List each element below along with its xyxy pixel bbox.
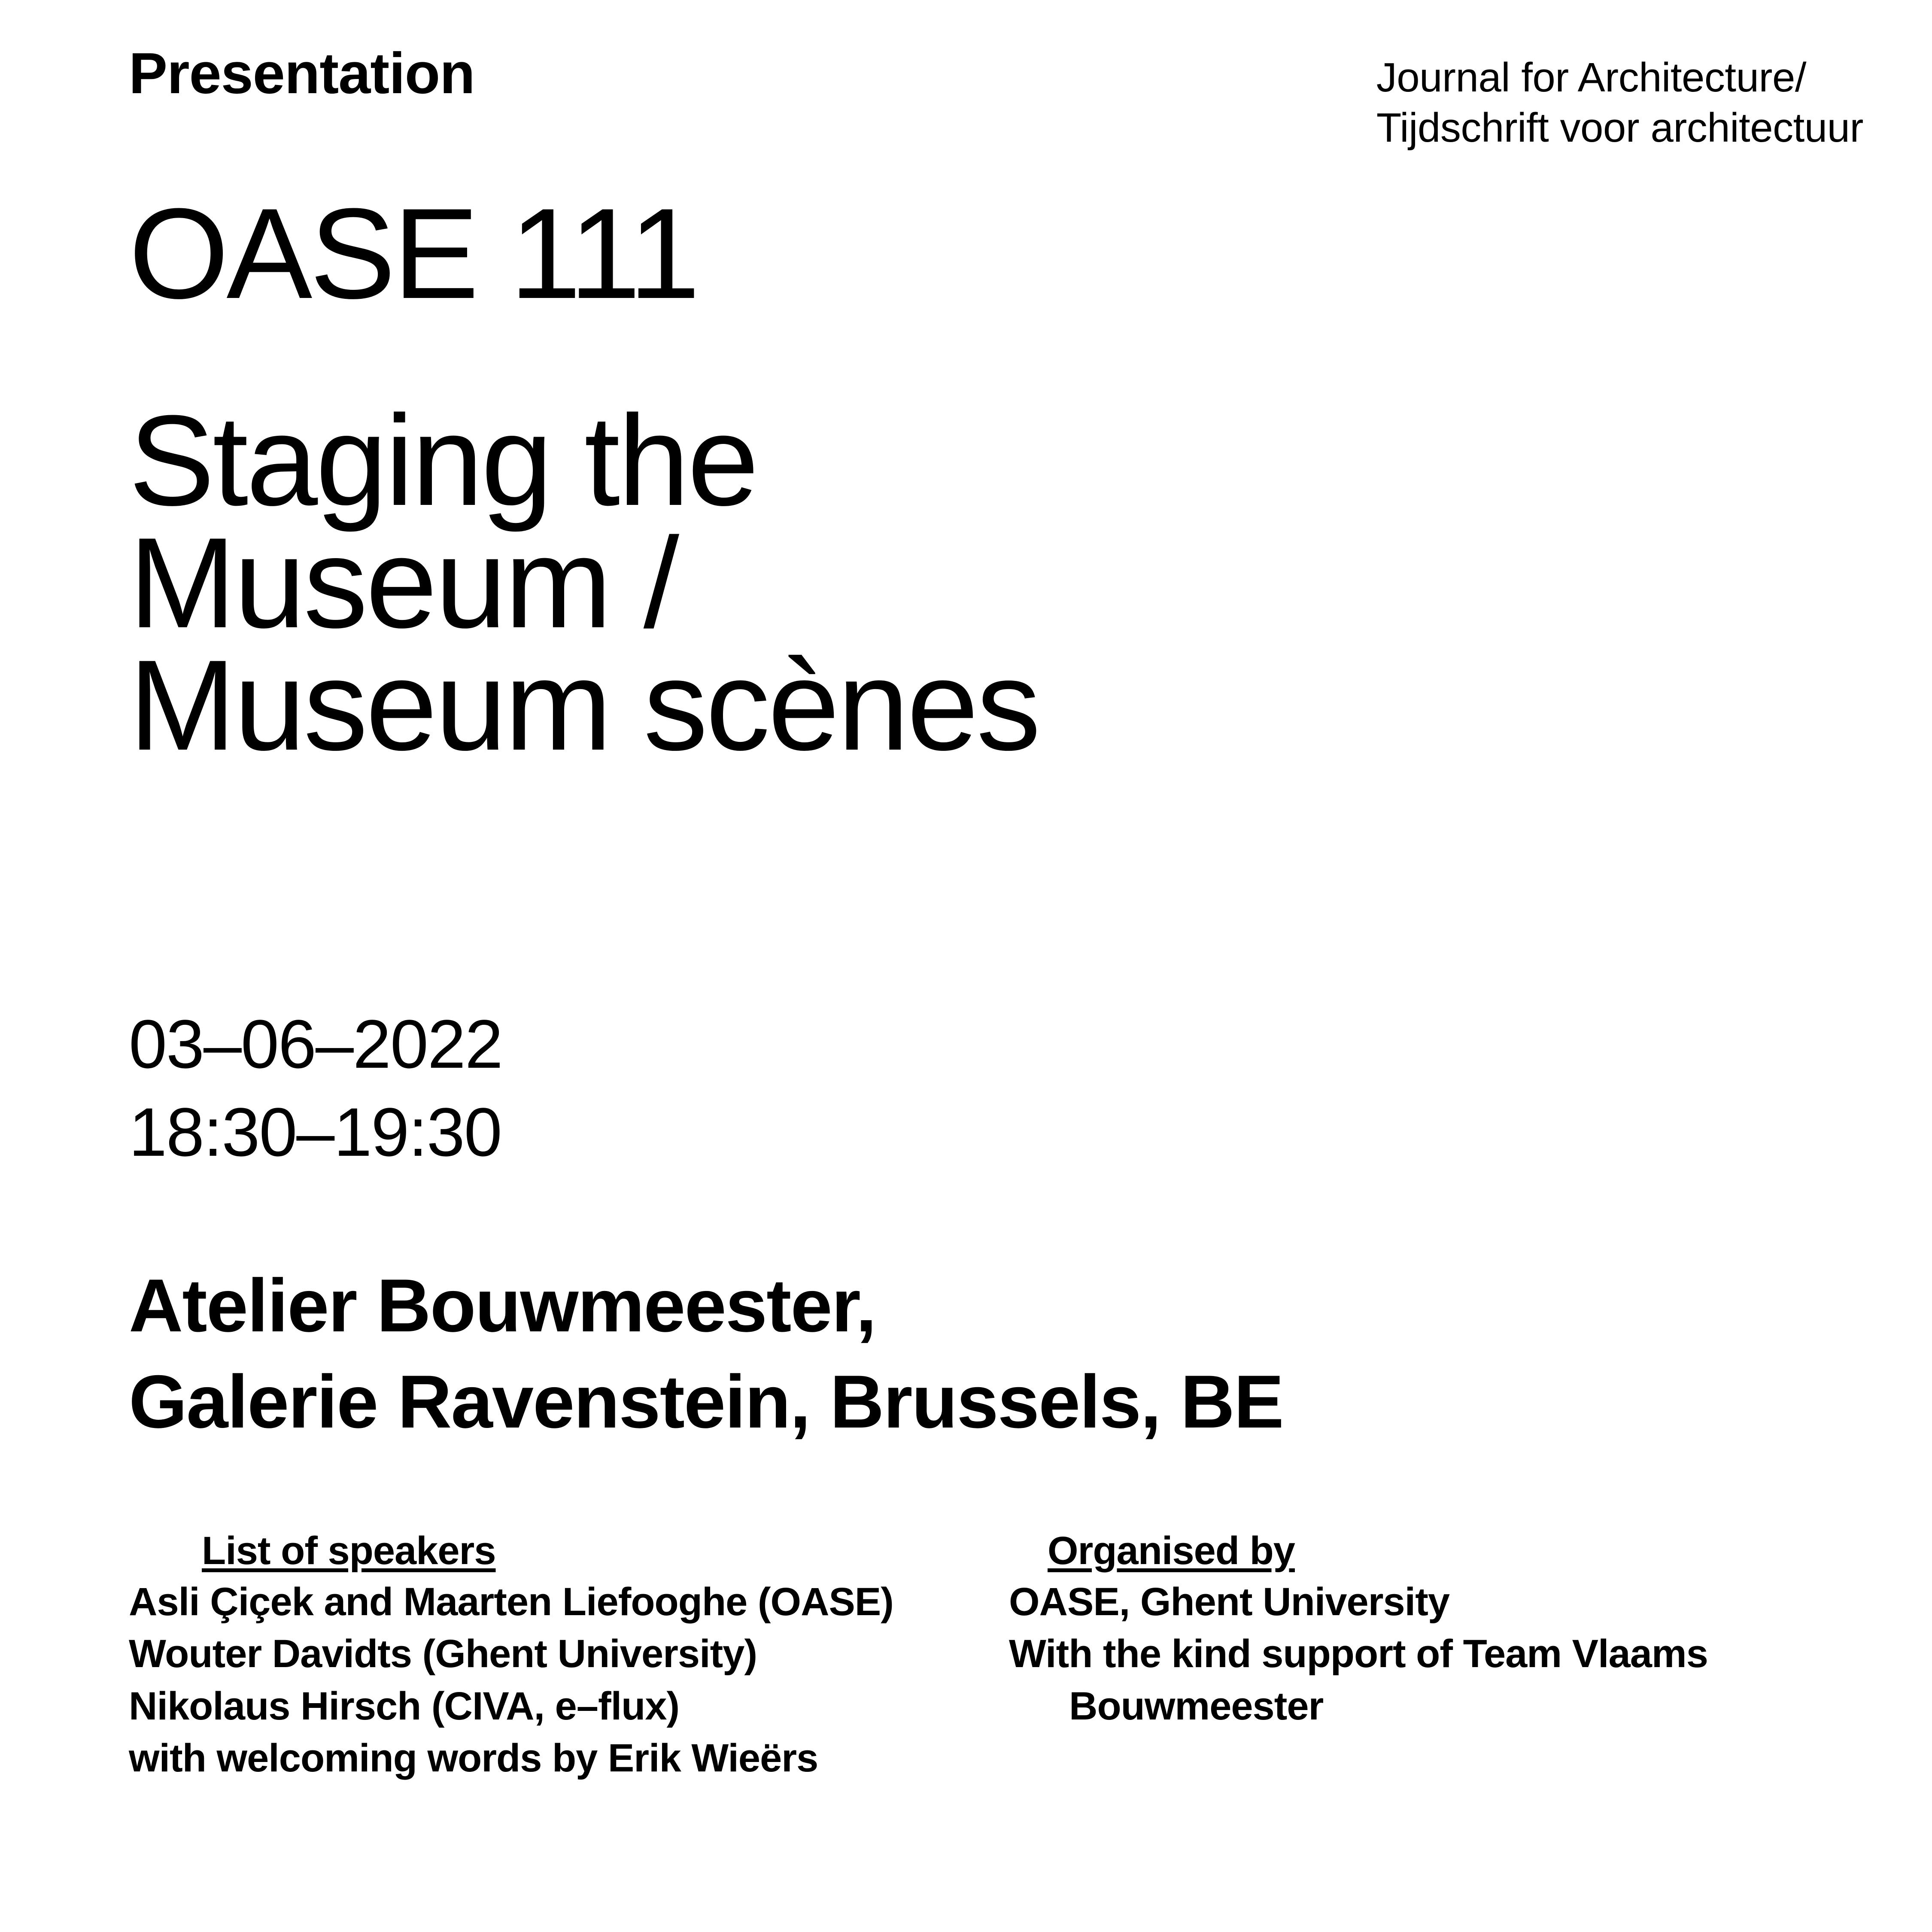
list-item: Nikolaus Hirsch (CIVA, e–flux) bbox=[129, 1684, 680, 1728]
event-datetime bbox=[129, 1000, 502, 1176]
list-item: Wouter Davidts (Ghent University) bbox=[129, 1632, 757, 1676]
journal-subtitle bbox=[1376, 43, 1863, 153]
title-line-1: Staging the bbox=[129, 388, 757, 532]
list-item: Asli Çiçek and Maarten Liefooghe (OASE) bbox=[129, 1580, 893, 1624]
speakers-list bbox=[129, 1576, 1009, 1785]
journal-line-nl: Tijdschrift voor architectuur bbox=[1376, 105, 1863, 151]
organisers-heading: Organised by bbox=[1048, 1529, 1295, 1573]
footer-columns bbox=[129, 1528, 1803, 1785]
header-row bbox=[129, 43, 1863, 153]
list-item: OASE, Ghent University bbox=[1009, 1580, 1450, 1624]
list-item: Bouwmeester bbox=[1069, 1684, 1324, 1728]
journal-line-en: Journal for Architecture/ bbox=[1376, 55, 1806, 100]
page-title bbox=[129, 388, 1039, 777]
list-item: With the kind support of Team Vlaams bbox=[1009, 1632, 1708, 1676]
title-line-2: Museum / bbox=[129, 510, 677, 655]
event-date: 03–06–2022 bbox=[129, 1005, 502, 1082]
list-item: with welcoming words by Erik Wieërs bbox=[129, 1736, 818, 1780]
speakers-column bbox=[129, 1528, 1009, 1785]
venue-line-2: Galerie Ravenstein, Brussels, BE bbox=[129, 1360, 1283, 1444]
event-type-label: Presentation bbox=[129, 41, 475, 106]
issue-title: OASE 111 bbox=[129, 181, 698, 325]
speakers-heading: List of speakers bbox=[202, 1529, 496, 1573]
organisers-list bbox=[1009, 1576, 1782, 1732]
organisers-column bbox=[1009, 1528, 1782, 1785]
event-time: 18:30–19:30 bbox=[129, 1093, 501, 1170]
venue-line-1: Atelier Bouwmeester, bbox=[129, 1264, 876, 1348]
title-line-3: Museum scènes bbox=[129, 633, 1039, 777]
event-venue bbox=[129, 1258, 1283, 1450]
